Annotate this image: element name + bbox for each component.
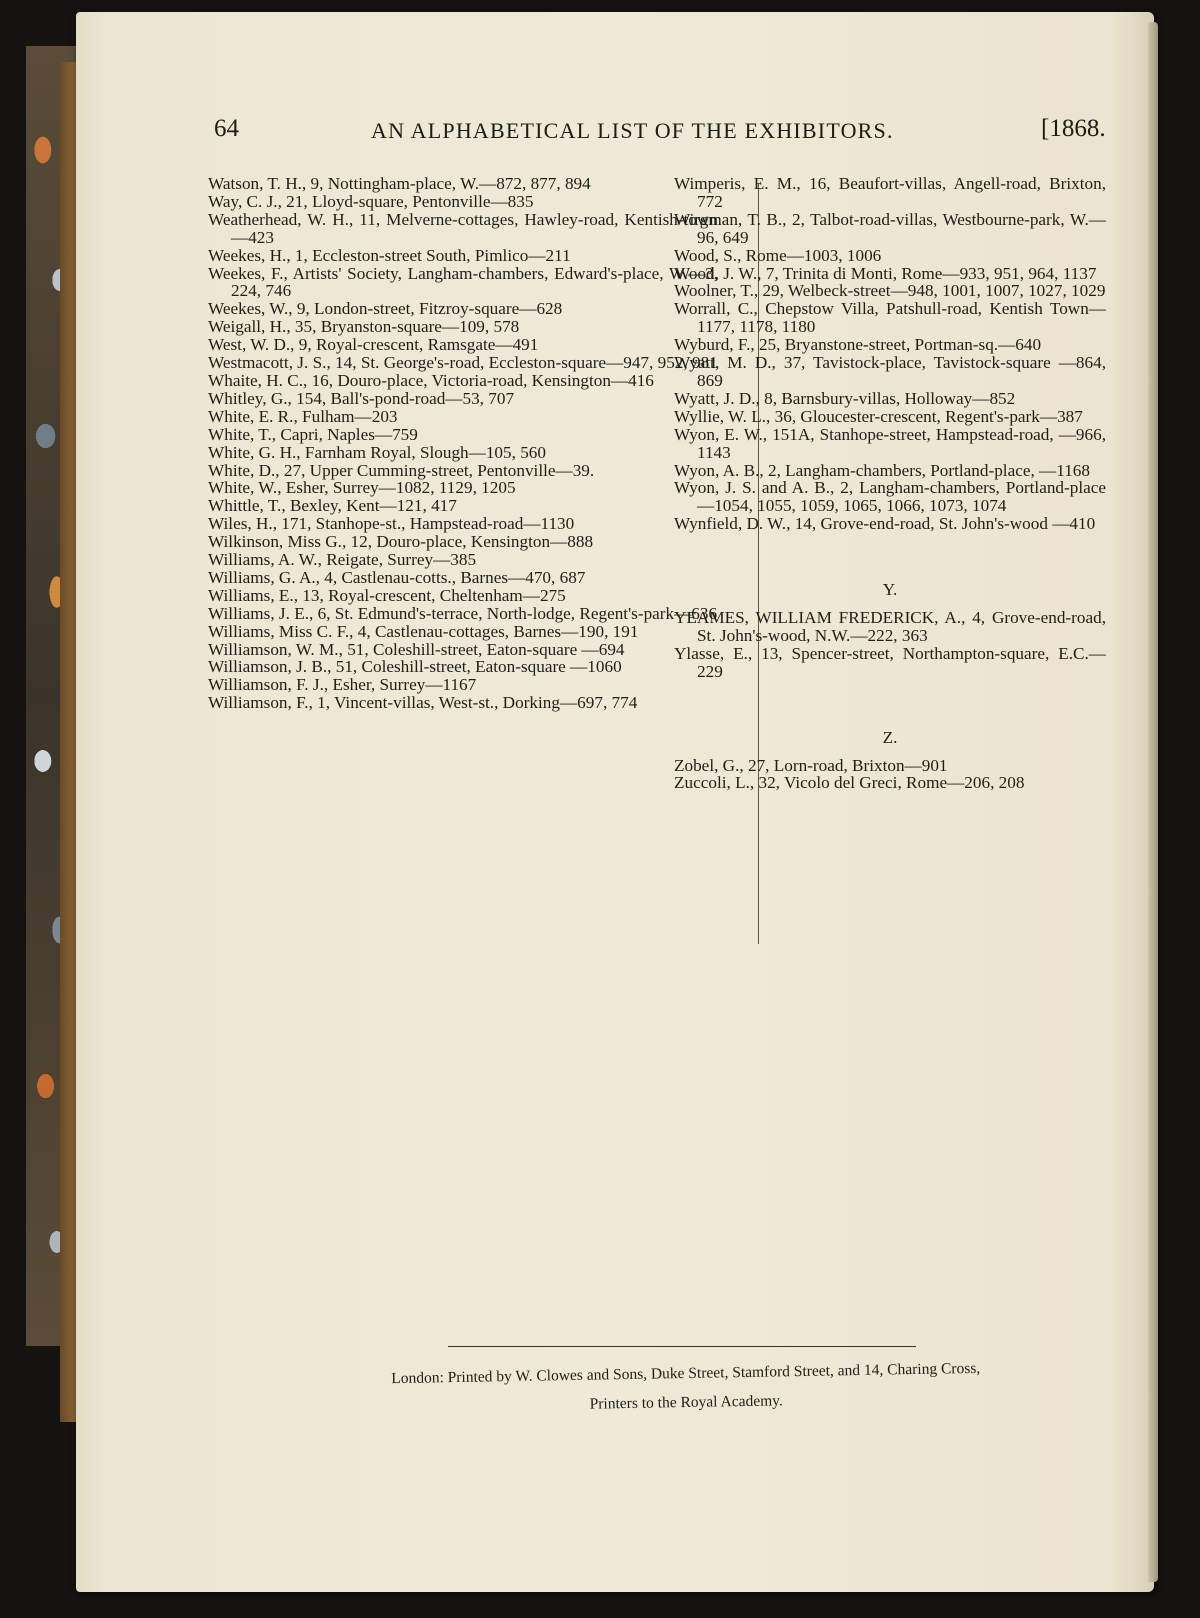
list-item: Weatherhead, W. H., 11, Melverne-cottages, Hawley-road, Kentish-town—423 xyxy=(208,209,718,247)
list-item: Wynfield, D. W., 14, Grove-end-road, St. John's-wood —410 xyxy=(674,514,1096,534)
list-item: Whitley, G., 154, Ball's-pond-road—53, 707 xyxy=(208,388,515,408)
list-item: Wyon, E. W., 151A, Stanhope-street, Hampstead-road, —966, 1143 xyxy=(674,424,1106,462)
list-item: Wyon, A. B., 2, Langham-chambers, Portland-place, —1168 xyxy=(674,460,1090,480)
list-item: Wood, S., Rome—1003, 1006 xyxy=(674,245,882,265)
list-item: Whittle, T., Bexley, Kent—121, 417 xyxy=(208,496,457,516)
list-item: Watson, T. H., 9, Nottingham-place, W.—872, 877, 894 xyxy=(208,174,591,193)
list-item: White, D., 27, Upper Cumming-street, Pentonville—39. xyxy=(208,460,595,480)
page-year: [1868. xyxy=(1041,115,1106,142)
page-title: AN ALPHABETICAL LIST OF THE EXHIBITORS. xyxy=(371,118,894,143)
footer-rule xyxy=(448,1346,916,1347)
right-column xyxy=(674,175,1106,792)
list-item: Wirgman, T. B., 2, Talbot-road-villas, Westbourne-park, W.—96, 649 xyxy=(674,209,1106,247)
colophon-line-2: Printers to the Royal Academy. xyxy=(589,1392,783,1413)
left-column xyxy=(208,175,718,712)
list-item: Williams, A. W., Reigate, Surrey—385 xyxy=(208,550,477,570)
section-letter-z: Z. xyxy=(882,727,898,747)
list-item: Way, C. J., 21, Lloyd-square, Pentonville—835 xyxy=(208,191,534,211)
list-item: White, T., Capri, Naples—759 xyxy=(208,424,418,444)
colophon-line-1: London: Printed by W. Clowes and Sons, Duke Street, Stamford Street, and 14, Charing Cross, xyxy=(391,1359,981,1388)
list-item: Ylasse, E., 13, Spencer-street, Northampton-square, E.C.—229 xyxy=(674,643,1106,681)
list-item: Williams, E., 13, Royal-crescent, Cheltenham—275 xyxy=(208,585,566,605)
list-item: Wood, J. W., 7, Trinita di Monti, Rome—933, 951, 964, 1137 xyxy=(674,263,1097,283)
list-item: YEAMES, WILLIAM FREDERICK, A., 4, Grove-end-road, St. John's-wood, N.W.—222, 363 xyxy=(674,608,1106,645)
page-edge xyxy=(1148,22,1158,1582)
list-item: Williamson, J. B., 51, Coleshill-street, Eaton-square —1060 xyxy=(208,657,622,677)
list-item: Williams, J. E., 6, St. Edmund's-terrace, North-lodge, Regent's-park—636 xyxy=(208,603,718,623)
list-item: Worrall, C., Chepstow Villa, Patshull-road, Kentish Town—1177, 1178, 1180 xyxy=(674,299,1106,337)
list-item: Weigall, H., 35, Bryanston-square—109, 578 xyxy=(208,317,520,337)
list-item: West, W. D., 9, Royal-crescent, Ramsgate—491 xyxy=(208,335,539,355)
list-item: Wyllie, W. L., 36, Gloucester-crescent, Regent's-park—387 xyxy=(674,406,1083,426)
list-item: Williamson, F. J., Esher, Surrey—1167 xyxy=(208,675,477,695)
running-header xyxy=(76,115,1154,155)
list-item: Woolner, T., 29, Welbeck-street—948, 1001, 1007, 1027, 1029 xyxy=(674,281,1106,301)
book-page xyxy=(76,12,1154,1592)
list-item: Westmacott, J. S., 14, St. George's-road, Eccleston-square—947, 952, 981 xyxy=(208,353,718,373)
list-item: Wyburd, F., 25, Bryanstone-street, Portman-sq.—640 xyxy=(674,335,1042,355)
printer-colophon xyxy=(276,1352,1097,1424)
list-item: White, W., Esher, Surrey—1082, 1129, 1205 xyxy=(208,478,516,498)
list-item: Weekes, H., 1, Eccleston-street South, Pimlico—211 xyxy=(208,245,571,265)
page-number: 64 xyxy=(214,115,239,142)
list-item: Wimperis, E. M., 16, Beaufort-villas, Angell-road, Brixton, 772 xyxy=(674,174,1106,211)
list-item: Zobel, G., 27, Lorn-road, Brixton—901 xyxy=(674,755,948,775)
list-item: Wilkinson, Miss G., 12, Douro-place, Kensington—888 xyxy=(208,532,594,552)
list-item: Wiles, H., 171, Stanhope-st., Hampstead-road—1130 xyxy=(208,514,575,534)
list-item: White, E. R., Fulham—203 xyxy=(208,406,398,426)
list-item: Wyatt, J. D., 8, Barnsbury-villas, Holloway—852 xyxy=(674,388,1016,408)
list-item: Williamson, W. M., 51, Coleshill-street, Eaton-square —694 xyxy=(208,639,625,659)
list-item: Weekes, F., Artists' Society, Langham-chambers, Edward's-place, W.—3, 224, 746 xyxy=(208,263,718,301)
list-item: Whaite, H. C., 16, Douro-place, Victoria-road, Kensington—416 xyxy=(208,370,654,390)
list-item: Weekes, W., 9, London-street, Fitzroy-square—628 xyxy=(208,299,563,319)
list-item: Zuccoli, L., 32, Vicolo del Greci, Rome—206, 208 xyxy=(674,773,1025,793)
section-letter-y: Y. xyxy=(882,580,898,600)
list-item: White, G. H., Farnham Royal, Slough—105, 560 xyxy=(208,442,546,462)
list-item: Wyatt, M. D., 37, Tavistock-place, Tavistock-square —864, 869 xyxy=(674,353,1106,390)
list-item: Wyon, J. S. and A. B., 2, Langham-chambers, Portland-place—1054, 1055, 1059, 1065, 1066, 1073, 1074 xyxy=(674,478,1106,516)
list-item: Williamson, F., 1, Vincent-villas, West-st., Dorking—697, 774 xyxy=(208,693,638,713)
list-item: Williams, G. A., 4, Castlenau-cotts., Barnes—470, 687 xyxy=(208,567,586,587)
list-item: Williams, Miss C. F., 4, Castlenau-cottages, Barnes—190, 191 xyxy=(208,621,639,641)
